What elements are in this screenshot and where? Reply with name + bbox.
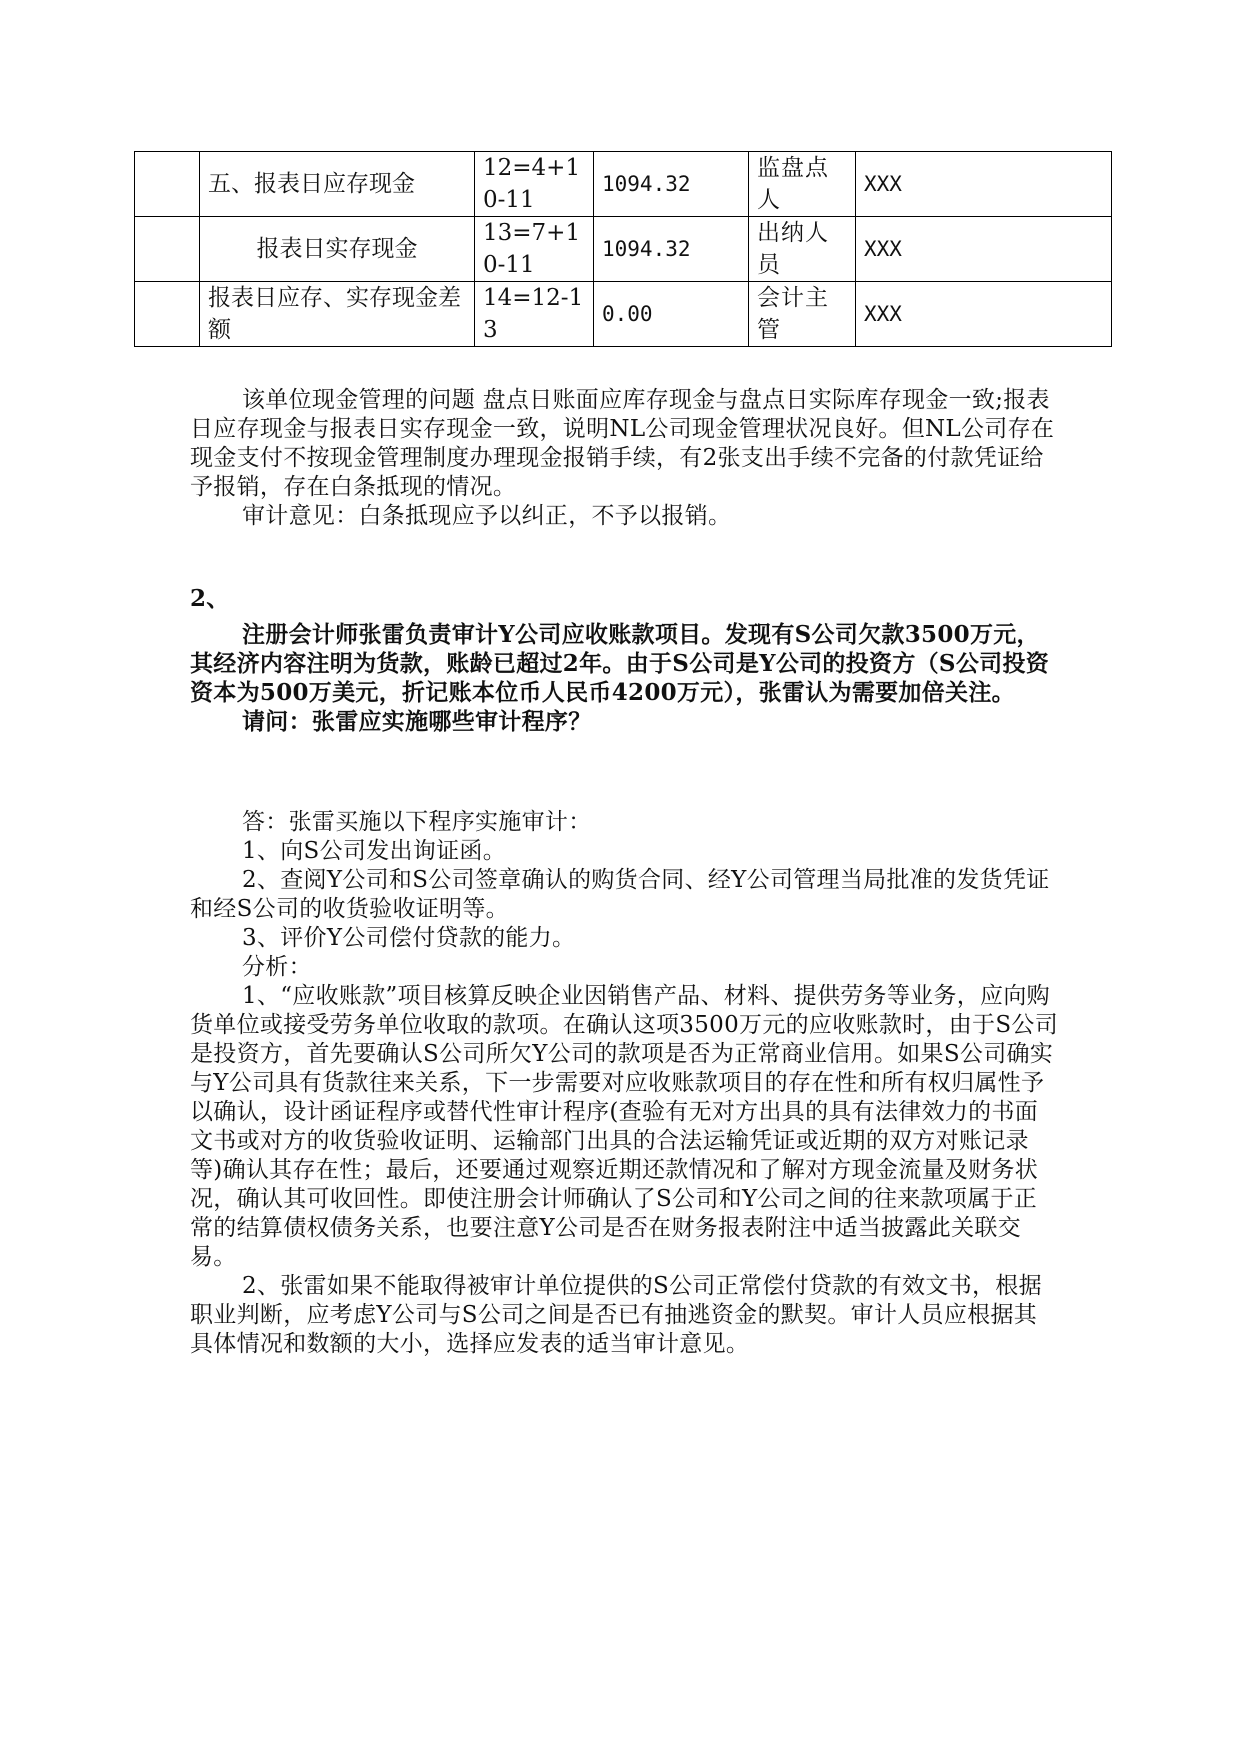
- answer-intro: 答：张雷买施以下程序实施审计：: [242, 809, 592, 835]
- question-2-section: [190, 584, 1060, 736]
- answer-section: [190, 808, 1060, 1359]
- table-cell-signer-role: 监盘点人: [749, 152, 856, 217]
- analysis-point: 1、“应收账款”项目核算反映企业因销售产品、材料、提供劳务等业务，应向购货单位或接受劳务单位收取的款项。在确认这项3500万元的应收账款时，由于S公司是投资方，首先要确认S公司所欠Y公司的款项是否为正常商业信用。如果S公司确实与Y公司具有货款往来关系，下一步需要对应收账款项目的存在性和所有权归属性予以确认，设计函证程序或替代性审计程序(查验有无对方出具的具有法律效力的书面文书或对方的收货验收证明、运输部门出具的合法运输凭证或近期的双方对账记录等)确认其存在性；最后，还要通过观察近期还款情况和了解对方现金流量及财务状况，确认其可收回性。即使注册会计师确认了S公司和Y公司之间的往来款项属于正常的结算债权债务关系，也要注意Y公司是否在财务报表附注中适当披露此关联交易。: [190, 983, 1058, 1270]
- table-row: [135, 282, 1112, 347]
- table-cell-signer: XXX: [856, 152, 1112, 217]
- table-cell-amount: 1094.32: [594, 152, 749, 217]
- analysis-point: 2、张雷如果不能取得被审计单位提供的S公司正常偿付贷款的有效文书，根据职业判断，应考虑Y公司与S公司之间是否已有抽逃资金的默契。审计人员应根据其具体情况和数额的大小，选择应发表的适当审计意见。: [190, 1273, 1042, 1357]
- cash-count-table: [134, 151, 1112, 347]
- table-cell-amount: 1094.32: [594, 217, 749, 282]
- table-cell-formula: 12=4+10-11: [475, 152, 594, 217]
- table-cell-signer: XXX: [856, 217, 1112, 282]
- analysis-label: 分析：: [242, 954, 312, 980]
- table-row: [135, 152, 1112, 217]
- table-cell-formula: 14=12-13: [475, 282, 594, 347]
- analysis-paragraph: 该单位现金管理的问题 盘点日账面应库存现金与盘点日实际库存现金一致;报表日应存现金与报表日实存现金一致，说明NL公司现金管理状况良好。但NL公司存在现金支付不按现金管理制度办理现金报销手续，有2张支出手续不完备的付款凭证给予报销，存在白条抵现的情况。: [190, 387, 1055, 500]
- table-cell-item: 五、报表日应存现金: [200, 152, 475, 217]
- question-ask: 请问：张雷应实施哪些审计程序？: [242, 708, 592, 735]
- question-case: 注册会计师张雷负责审计Y公司应收账款项目。发现有S公司欠款3500万元，其经济内容注明为货款，账龄已超过2年。由于S公司是Y公司的投资方（S公司投资资本为500万美元，折记账本位币人民币4200万元），张雷认为需要加倍关注。: [190, 621, 1050, 706]
- analysis-section: [190, 386, 1060, 531]
- audit-opinion: 审计意见：白条抵现应予以纠正，不予以报销。: [242, 503, 732, 529]
- table-cell-amount: 0.00: [594, 282, 749, 347]
- table-cell-blank: [135, 152, 200, 217]
- table-cell-item: 报表日实存现金: [200, 217, 475, 282]
- answer-step: 2、查阅Y公司和S公司签章确认的购货合同、经Y公司管理当局批准的发货凭证和经S公司的收货验收证明等。: [190, 867, 1050, 922]
- table-cell-formula: 13=7+10-11: [475, 217, 594, 282]
- table-cell-signer: XXX: [856, 282, 1112, 347]
- answer-step: 3、评价Y公司偿付贷款的能力。: [242, 925, 576, 951]
- table-cell-signer-role: 会计主管: [749, 282, 856, 347]
- table-cell-blank: [135, 217, 200, 282]
- answer-step: 1、向S公司发出询证函。: [242, 838, 506, 864]
- table-cell-signer-role: 出纳人员: [749, 217, 856, 282]
- table-cell-blank: [135, 282, 200, 347]
- table-row: [135, 217, 1112, 282]
- table-cell-item: 报表日应存、实存现金差额: [200, 282, 475, 347]
- question-number: 2、: [190, 585, 230, 612]
